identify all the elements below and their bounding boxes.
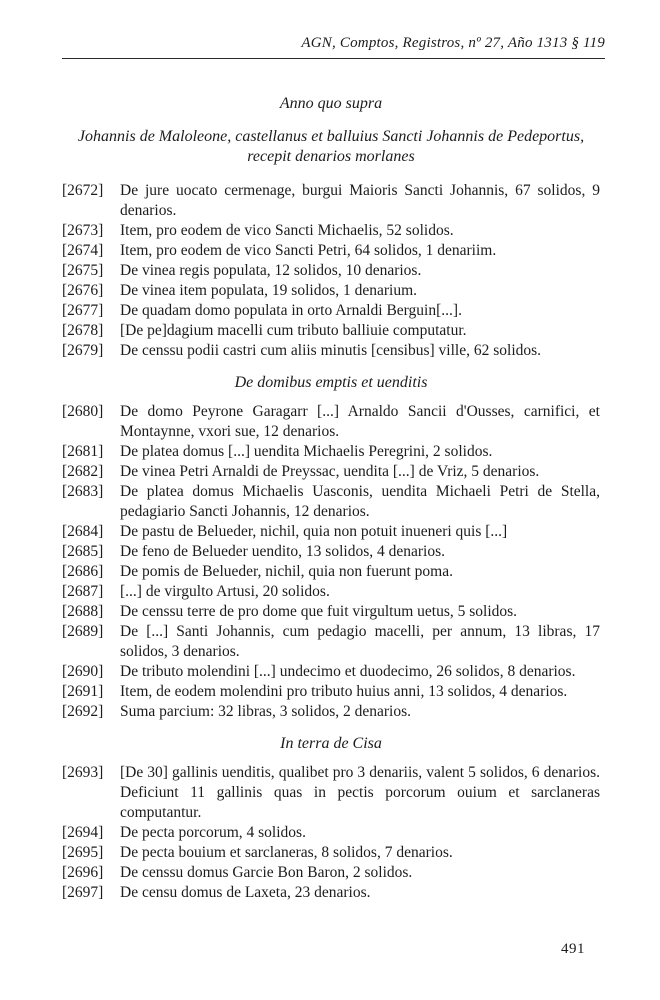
page-content [62,94,600,903]
entry-row [62,823,600,843]
entry-number: [2689] [62,623,104,640]
entry-number: [2695] [62,844,104,861]
entry-text: De vinea item populata, 19 solidos, 1 denarium. [120,282,418,299]
entry-text: De jure uocato cermenage, burgui Maioris Sancti Johannis, 67 solidos, 9 denarios. [120,182,600,219]
entry-text: De censu domus de Laxeta, 23 denarios. [120,884,371,901]
header-rule [62,58,605,59]
entry-row [62,462,600,482]
entry-row [62,442,600,462]
entry-number: [2691] [62,683,104,700]
entry-row [62,221,600,241]
entry-number: [2678] [62,322,104,339]
entry-text: De censsu domus Garcie Bon Baron, 2 solidos. [120,864,413,881]
entry-number: [2675] [62,262,104,279]
entry-text: De platea domus [...] uendita Michaelis Peregrini, 2 solidos. [120,443,493,460]
entry-row [62,301,600,321]
entry-number: [2681] [62,443,104,460]
entry-number: [2690] [62,663,104,680]
running-header-citation: AGN, Comptos, Registros, nº 27, Año 1313 § 119 [301,35,605,51]
entry-number: [2683] [62,483,104,500]
section-heading: De domibus emptis et uenditis [234,374,428,391]
entry-number: [2693] [62,764,104,781]
entry-number: [2685] [62,543,104,560]
entry-number: [2697] [62,884,104,901]
entry-text: Item, pro eodem de vico Sancti Michaelis, 52 solidos. [120,222,454,239]
entry-number: [2682] [62,463,104,480]
entry-number: [2696] [62,864,104,881]
subtitle: Johannis de Maloleone, castellanus et balluius Sancti Johannis de Pedeportus, recepit denarios morlanes [77,128,585,165]
entry-row [62,702,600,722]
entry-row [62,843,600,863]
entry-text: De vinea regis populata, 12 solidos, 10 denarios. [120,262,422,279]
entry-row [62,662,600,682]
entry-number: [2679] [62,342,104,359]
entry-text: De pecta porcorum, 4 solidos. [120,824,306,841]
entry-text: De domo Peyrone Garagarr [...] Arnaldo Sancii d'Ousses, carnifici, et Montaynne, vxori sue, 12 denarios. [120,403,600,440]
entry-text: De censsu terre de pro dome que fuit virgultum uetus, 5 solidos. [120,603,518,620]
entry-number: [2674] [62,242,104,259]
entry-text: Item, pro eodem de vico Sancti Petri, 64 solidos, 1 denariim. [120,242,497,259]
section-heading: In terra de Cisa [280,735,382,752]
entry-row [62,622,600,662]
entry-row [62,562,600,582]
entry-text: De pastu de Belueder, nichil, quia non potuit inueneri quis [...] [120,523,508,540]
entry-number: [2692] [62,703,104,720]
entry-row [62,522,600,542]
entry-number: [2672] [62,182,104,199]
entry-number: [2694] [62,824,104,841]
entry-row [62,883,600,903]
entry-row [62,241,600,261]
entry-row [62,341,600,361]
entry-text: De censsu podii castri cum aliis minutis [censibus] ville, 62 solidos. [120,342,542,359]
entry-text: De pomis de Belueder, nichil, quia non fuerunt poma. [120,563,453,580]
entry-text: [De pe]dagium macelli cum tributo balliuie computatur. [120,322,467,339]
page-number: 491 [561,941,585,957]
entry-number: [2677] [62,302,104,319]
page-title: Anno quo supra [279,95,383,112]
entry-row [62,281,600,301]
entry-text: De quadam domo populata in orto Arnaldi Berguin[...]. [120,302,462,319]
entry-row [62,763,600,823]
entry-row [62,321,600,341]
entry-text: De pecta bouium et sarclaneras, 8 solidos, 7 denarios. [120,844,453,861]
entry-number: [2686] [62,563,104,580]
entry-text: Suma parcium: 32 libras, 3 solidos, 2 denarios. [120,703,412,720]
entry-text: De feno de Belueder uendito, 13 solidos, 4 denarios. [120,543,445,560]
entry-row [62,863,600,883]
entry-row [62,402,600,442]
entry-text: De tributo molendini [...] undecimo et duodecimo, 26 solidos, 8 denarios. [120,663,576,680]
entry-list [62,181,600,903]
entry-number: [2688] [62,603,104,620]
entry-text: Item, de eodem molendini pro tributo huius anni, 13 solidos, 4 denarios. [120,683,568,700]
entry-text: [De 30] gallinis uenditis, qualibet pro 3 denariis, valent 5 solidos, 6 denarios. Deficiunt 11 gallinis quas in pectis porcorum ouium et sarclaneras computantur. [120,764,600,821]
entry-number: [2687] [62,583,104,600]
entry-number: [2673] [62,222,104,239]
entry-text: De platea domus Michaelis Uasconis, uendita Michaeli Petri de Stella, pedagiario Sancti Johannis, 12 denarios. [120,483,600,520]
entry-row [62,682,600,702]
entry-row [62,181,600,221]
entry-text: [...] de virgulto Artusi, 20 solidos. [120,583,330,600]
entry-row [62,602,600,622]
entry-number: [2684] [62,523,104,540]
entry-text: De [...] Santi Johannis, cum pedagio macelli, per annum, 13 libras, 17 solidos, 3 denarios. [120,623,600,660]
entry-number: [2676] [62,282,104,299]
entry-row [62,542,600,562]
entry-row [62,482,600,522]
entry-number: [2680] [62,403,104,420]
entry-text: De vinea Petri Arnaldi de Preyssac, uendita [...] de Vriz, 5 denarios. [120,463,540,480]
entry-row [62,582,600,602]
entry-row [62,261,600,281]
